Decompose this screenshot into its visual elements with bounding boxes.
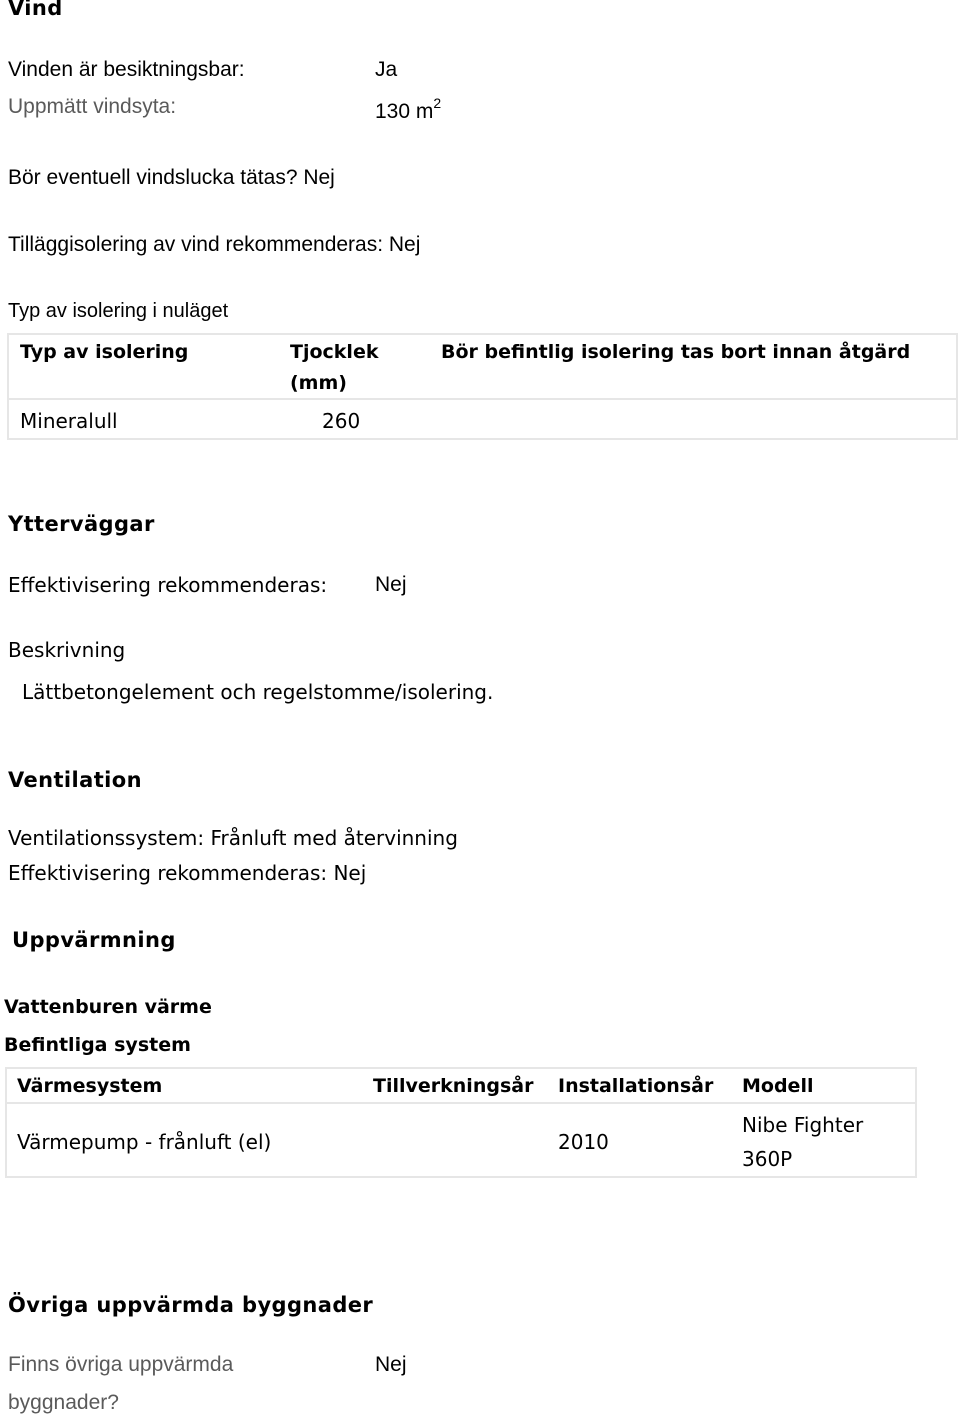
col-typ-av-isolering: Typ av isolering: [20, 341, 189, 363]
cell-isolering-typ: Mineralull: [20, 409, 118, 433]
vindsyta-label: Uppmätt vindsyta:: [8, 95, 177, 118]
besiktning-value: Ja: [375, 58, 398, 81]
section-title-uppvarmning: Uppvärmning: [12, 928, 176, 952]
section-title-vind: Vind: [8, 0, 63, 20]
col-tjocklek-unit: (mm): [290, 372, 347, 394]
beskrivning-text: Lättbetongelement och regelstomme/isolering.: [22, 680, 494, 704]
col-varmesystem: Värmesystem: [17, 1075, 163, 1097]
vindsyta-exponent: 2: [433, 95, 442, 111]
vindsyta-number: 130 m: [375, 100, 434, 123]
isolering-heading: Typ av isolering i nuläget: [8, 300, 229, 322]
beskrivning-label: Beskrivning: [8, 638, 126, 662]
besiktning-label: Vinden är besiktningsbar:: [8, 58, 245, 81]
ventilationssystem-text: Ventilationssystem: Frånluft med återvinning: [8, 826, 458, 850]
col-bor-tas-bort: Bör befintlig isolering tas bort innan åtgärd: [441, 341, 911, 363]
vindsyta-value: [375, 97, 441, 124]
ovriga-label-line2: byggnader?: [8, 1391, 119, 1414]
section-title-ventilation: Ventilation: [8, 768, 142, 792]
tillaggisolering-text: Tilläggisolering av vind rekommenderas: Nej: [8, 233, 421, 256]
cell-modell-line1: Nibe Fighter: [742, 1113, 864, 1137]
cell-isolering-tjocklek: 260: [322, 409, 361, 433]
isolering-table-divider: [7, 398, 958, 400]
cell-modell-line2: 360P: [742, 1147, 793, 1171]
col-tillverkningsar: Tillverkningsår: [373, 1075, 534, 1097]
section-title-ovriga: Övriga uppvärmda byggnader: [8, 1293, 374, 1317]
col-tjocklek: Tjocklek: [290, 341, 379, 363]
ovriga-value: Nej: [375, 1353, 407, 1376]
cell-installationsar: 2010: [558, 1130, 609, 1154]
ovriga-label-line1: Finns övriga uppvärmda: [8, 1353, 234, 1376]
cell-varmesystem: Värmepump - frånluft (el): [17, 1130, 272, 1154]
yttervaggar-eff-value: Nej: [375, 573, 407, 596]
ventilation-eff-text: Effektivisering rekommenderas: Nej: [8, 861, 367, 885]
varmesystem-table-divider: [5, 1102, 917, 1104]
yttervaggar-eff-label: Effektivisering rekommenderas:: [8, 573, 328, 597]
col-installationsar: Installationsår: [558, 1075, 714, 1097]
col-modell: Modell: [742, 1075, 814, 1097]
vindslucka-text: Bör eventuell vindslucka tätas? Nej: [8, 166, 335, 189]
section-title-yttervaggar: Ytterväggar: [8, 512, 155, 536]
befintliga-system-heading: Befintliga system: [4, 1034, 191, 1056]
vattenburen-varme-heading: Vattenburen värme: [4, 996, 212, 1018]
